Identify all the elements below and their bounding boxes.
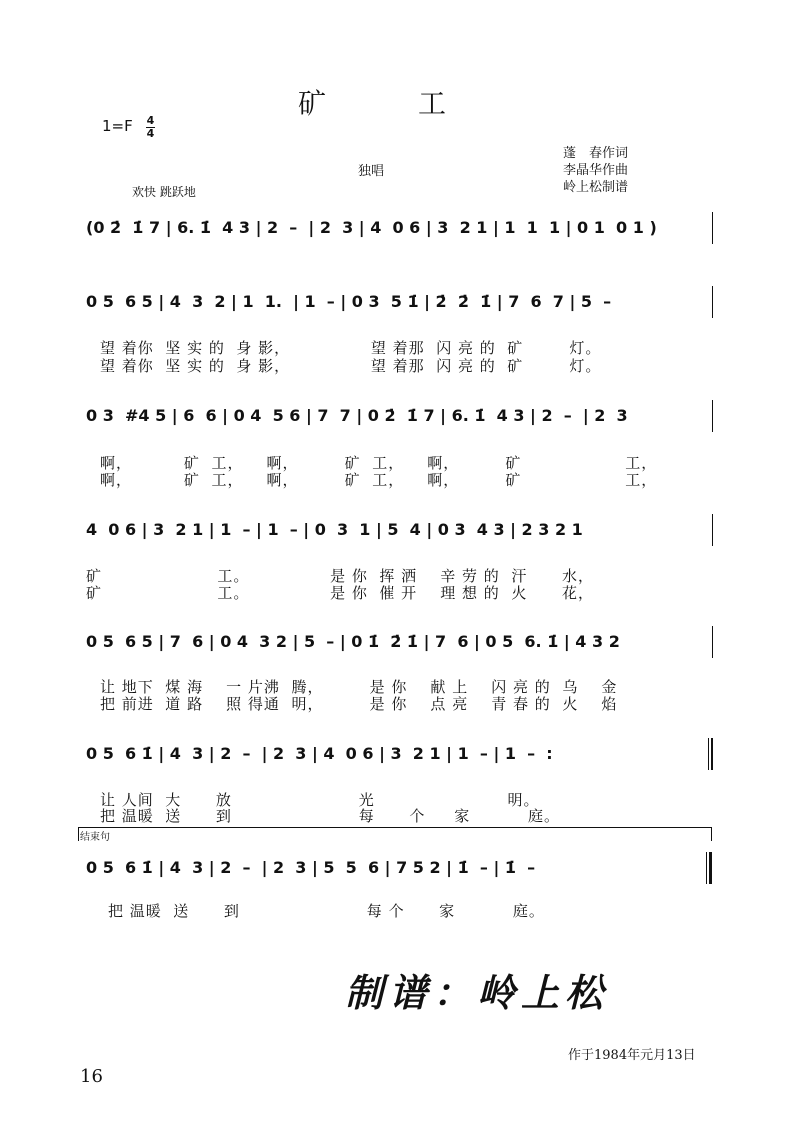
- repeat-bar-thick: [711, 738, 713, 770]
- lyrics-line-3a: 啊， 矿 工， 啊， 矿 工， 啊， 矿 工，: [100, 454, 658, 472]
- tempo-marking: 欢快 跳跃地: [132, 185, 196, 199]
- notes-line-7: 0 5 6 1̇ | 4 3 | 2 – | 2 3 | 5 5 6 | 7 5 2 | 1̇ – | 1̇ –: [86, 858, 536, 877]
- time-signature: 4 4: [146, 114, 155, 140]
- credit-lyricist: 蓬 春作词: [563, 146, 629, 161]
- ending-label: 结束句: [80, 832, 110, 843]
- ending-box-top: [78, 827, 712, 828]
- lyrics-line-7: 把 温暖 送 到 每 个 家 庭。: [108, 902, 545, 920]
- page-title: 矿 工: [298, 87, 449, 120]
- performance-label: 独唱: [358, 164, 385, 179]
- credits: [563, 145, 628, 196]
- key-signature: 1=F: [102, 117, 133, 135]
- lyrics-line-3b: 啊， 矿 工， 啊， 矿 工， 啊， 矿 工，: [100, 471, 658, 489]
- notes-line-6: 0 5 6 1̇ | 4 3 | 2 – | 2 3 | 4 0 6 | 3 2 1 | 1 – | 1 – :: [86, 744, 553, 763]
- bar-end-4: [712, 514, 713, 546]
- lyrics-line-6b: 把 温暖 送 到 每 个 家 庭。: [100, 807, 560, 825]
- notes-line-3: 0 3 #4 5 | 6 6 | 0 4 5 6 | 7 7 | 0 2̇ 1̇ 7 | 6. 1̇ 4 3 | 2 – | 2 3: [86, 406, 628, 425]
- final-bar-thick: [709, 852, 712, 884]
- lyrics-line-2a: 望 着你 坚 实 的 身 影， 望 着那 闪 亮 的 矿 灯。: [100, 339, 602, 357]
- lyrics-line-5a: 让 地下 煤 海 一 片沸 腾， 是 你 献 上 闪 亮 的 乌 金: [100, 678, 618, 696]
- lyrics-line-4b: 矿 工。 是 你 催 开 理 想 的 火 花，: [86, 584, 594, 602]
- credit-composer: 李晶华作曲: [563, 163, 629, 178]
- repeat-bar-thin: [708, 738, 709, 770]
- bar-end-2: [712, 286, 713, 318]
- bar-end-1: [712, 212, 713, 244]
- notes-line-4: 4 0 6 | 3 2 1 | 1 – | 1 – | 0 3 1 | 5 4 | 0 3 4 3 | 2 3 2 1: [86, 520, 583, 539]
- score-line-1: [86, 212, 716, 244]
- composition-date: 作于1984年元月13日: [568, 1048, 696, 1063]
- lyrics-line-4a: 矿 工。 是 你 挥 洒 辛 劳 的 汗 水，: [86, 567, 594, 585]
- credit-transcriber: 岭上松制谱: [563, 180, 629, 195]
- bar-end-5: [712, 626, 713, 658]
- notes-line-5: 0 5 6 5 | 7 6 | 0 4 3 2 | 5 – | 0 1̇ 2̇ 1̇ | 7 6 | 0 5 6. 1̇ | 4 3 2: [86, 632, 620, 651]
- page-number: 16: [80, 1066, 103, 1087]
- notes-line-1: (0 2̇ 1̇ 7 | 6. 1̇ 4 3 | 2 – | 2 3 | 4 0 6 | 3 2 1 | 1 1 1 | 0 1 0 1 ): [86, 218, 657, 237]
- final-bar-thin: [706, 852, 707, 884]
- lyrics-line-2b: 望 着你 坚 实 的 身 影， 望 着那 闪 亮 的 矿 灯。: [100, 357, 602, 375]
- lyrics-line-5b: 把 前进 道 路 照 得通 明， 是 你 点 亮 青 春 的 火 焰: [100, 695, 618, 713]
- lyrics-line-6a: 让 人间 大 放 光 明。: [100, 791, 540, 809]
- signature: 制谱：岭上松: [345, 970, 610, 1015]
- notes-line-2: 0 5 6 5 | 4 3 2 | 1 1. | 1 – | 0 3 5 1̇ | 2̇ 2̇ 1̇ | 7 6 7 | 5 –: [86, 292, 612, 311]
- bar-end-3: [712, 400, 713, 432]
- ending-box-left: [78, 827, 79, 841]
- ending-box-right: [711, 827, 712, 841]
